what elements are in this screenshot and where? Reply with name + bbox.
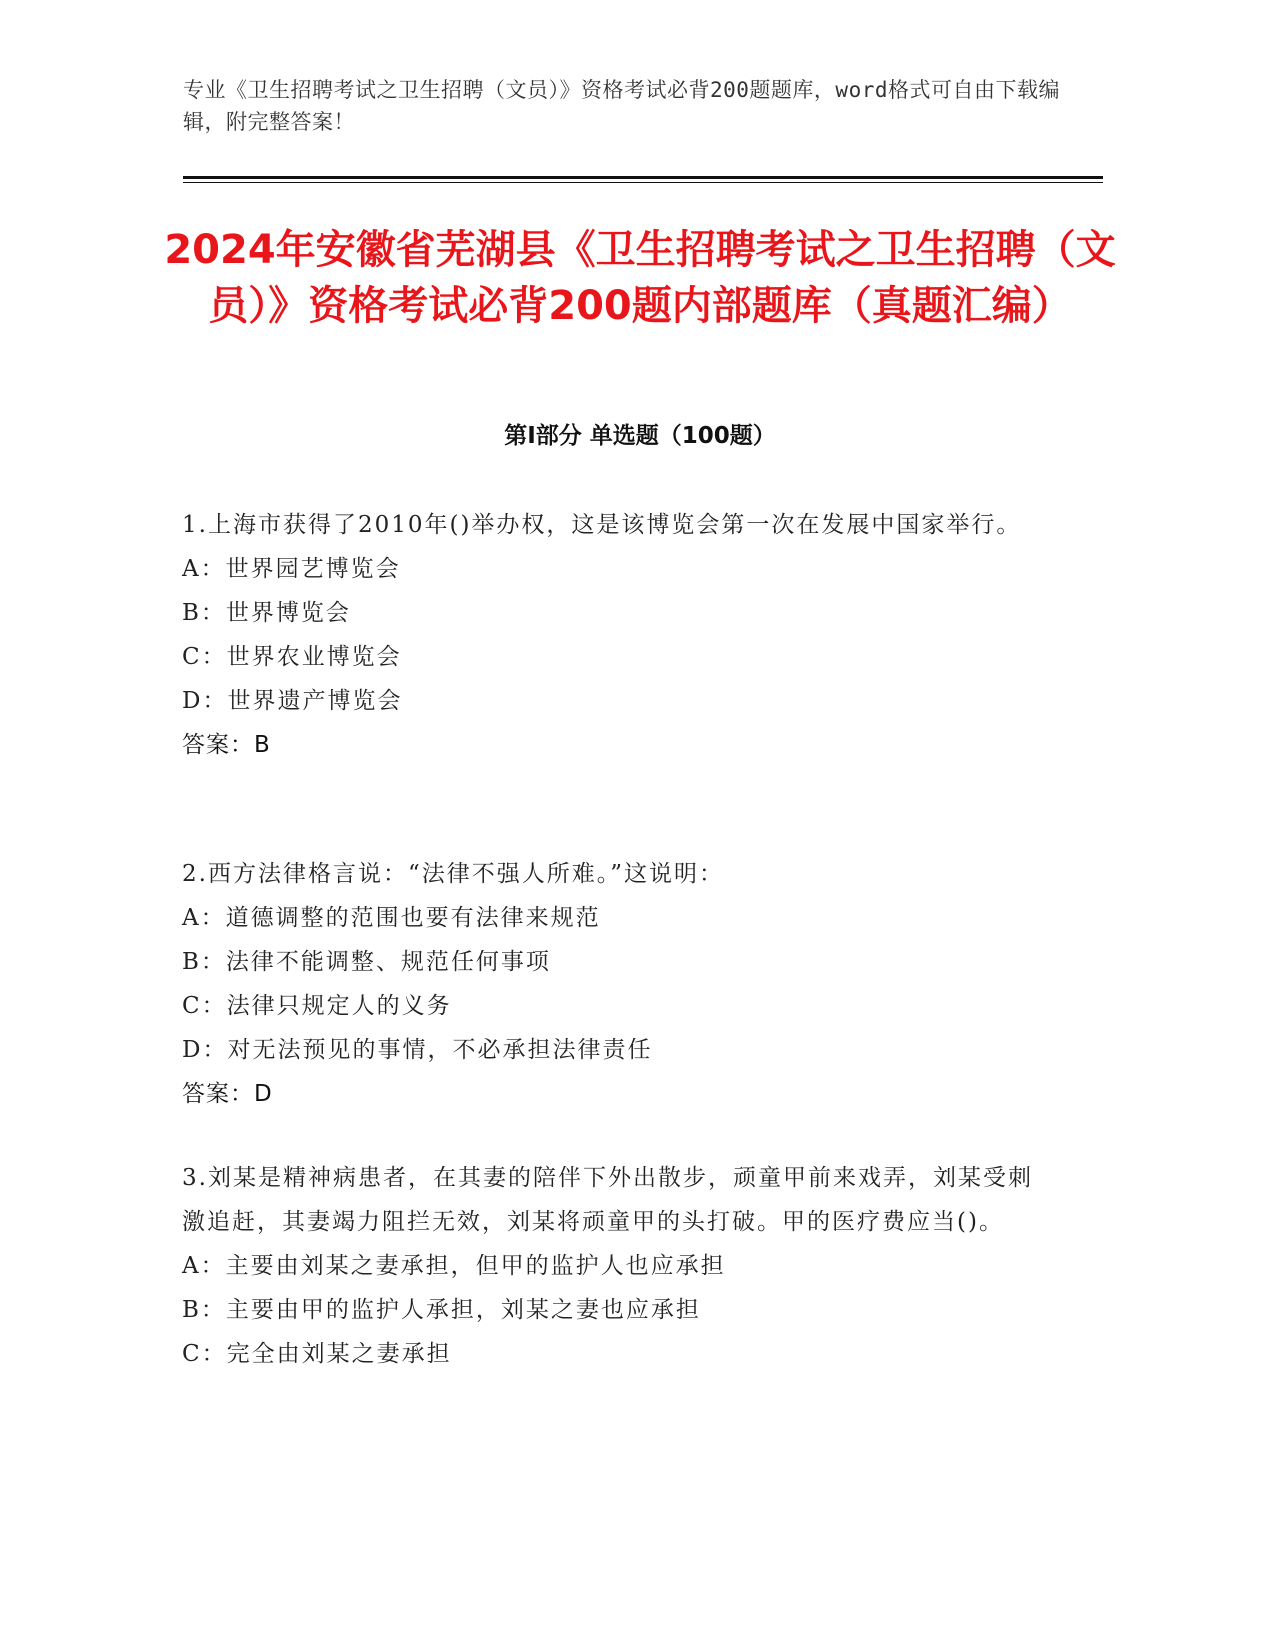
- header-note: 专业《卫生招聘考试之卫生招聘（文员）》资格考试必背200题题库，word格式可自由下载编辑，附完整答案！: [183, 78, 1060, 134]
- option-a: A：世界园艺博览会: [182, 556, 401, 582]
- header-rule-thick: [183, 176, 1103, 179]
- question-1: [182, 503, 1042, 767]
- option-c: C：完全由刘某之妻承担: [182, 1341, 452, 1367]
- question-3: [182, 1156, 1042, 1376]
- option-d: D：对无法预见的事情，不必承担法律责任: [182, 1037, 653, 1063]
- option-a: A：主要由刘某之妻承担，但甲的监护人也应承担: [182, 1253, 726, 1279]
- option-c: C：世界农业博览会: [182, 644, 402, 670]
- answer: 答案：B: [182, 732, 271, 758]
- question-stem: 2.西方法律格言说：“法律不强人所难。”这说明：: [182, 861, 724, 887]
- question-stem: 1.上海市获得了2010年()举办权，这是该博览会第一次在发展中国家举行。: [182, 512, 1022, 538]
- question-2: [182, 852, 1042, 1116]
- section-title: 第I部分 单选题（100题）: [504, 423, 776, 449]
- document-title: 2024年安徽省芜湖县《卫生招聘考试之卫生招聘（文员）》资格考试必背200题内部题库（真题汇编）: [164, 227, 1116, 329]
- option-d: D：世界遗产博览会: [182, 688, 403, 714]
- option-b: B：主要由甲的监护人承担，刘某之妻也应承担: [182, 1297, 701, 1323]
- option-c: C：法律只规定人的义务: [182, 993, 452, 1019]
- option-b: B：法律不能调整、规范任何事项: [182, 949, 551, 975]
- header-rule-thin: [183, 182, 1103, 183]
- option-b: B：世界博览会: [182, 600, 351, 626]
- question-stem: 3.刘某是精神病患者，在其妻的陪伴下外出散步，顽童甲前来戏弄，刘某受刺激追赶，其妻竭力阻拦无效，刘某将顽童甲的头打破。甲的医疗费应当()。: [182, 1165, 1033, 1235]
- answer: 答案：D: [182, 1081, 273, 1107]
- option-a: A：道德调整的范围也要有法律来规范: [182, 905, 601, 931]
